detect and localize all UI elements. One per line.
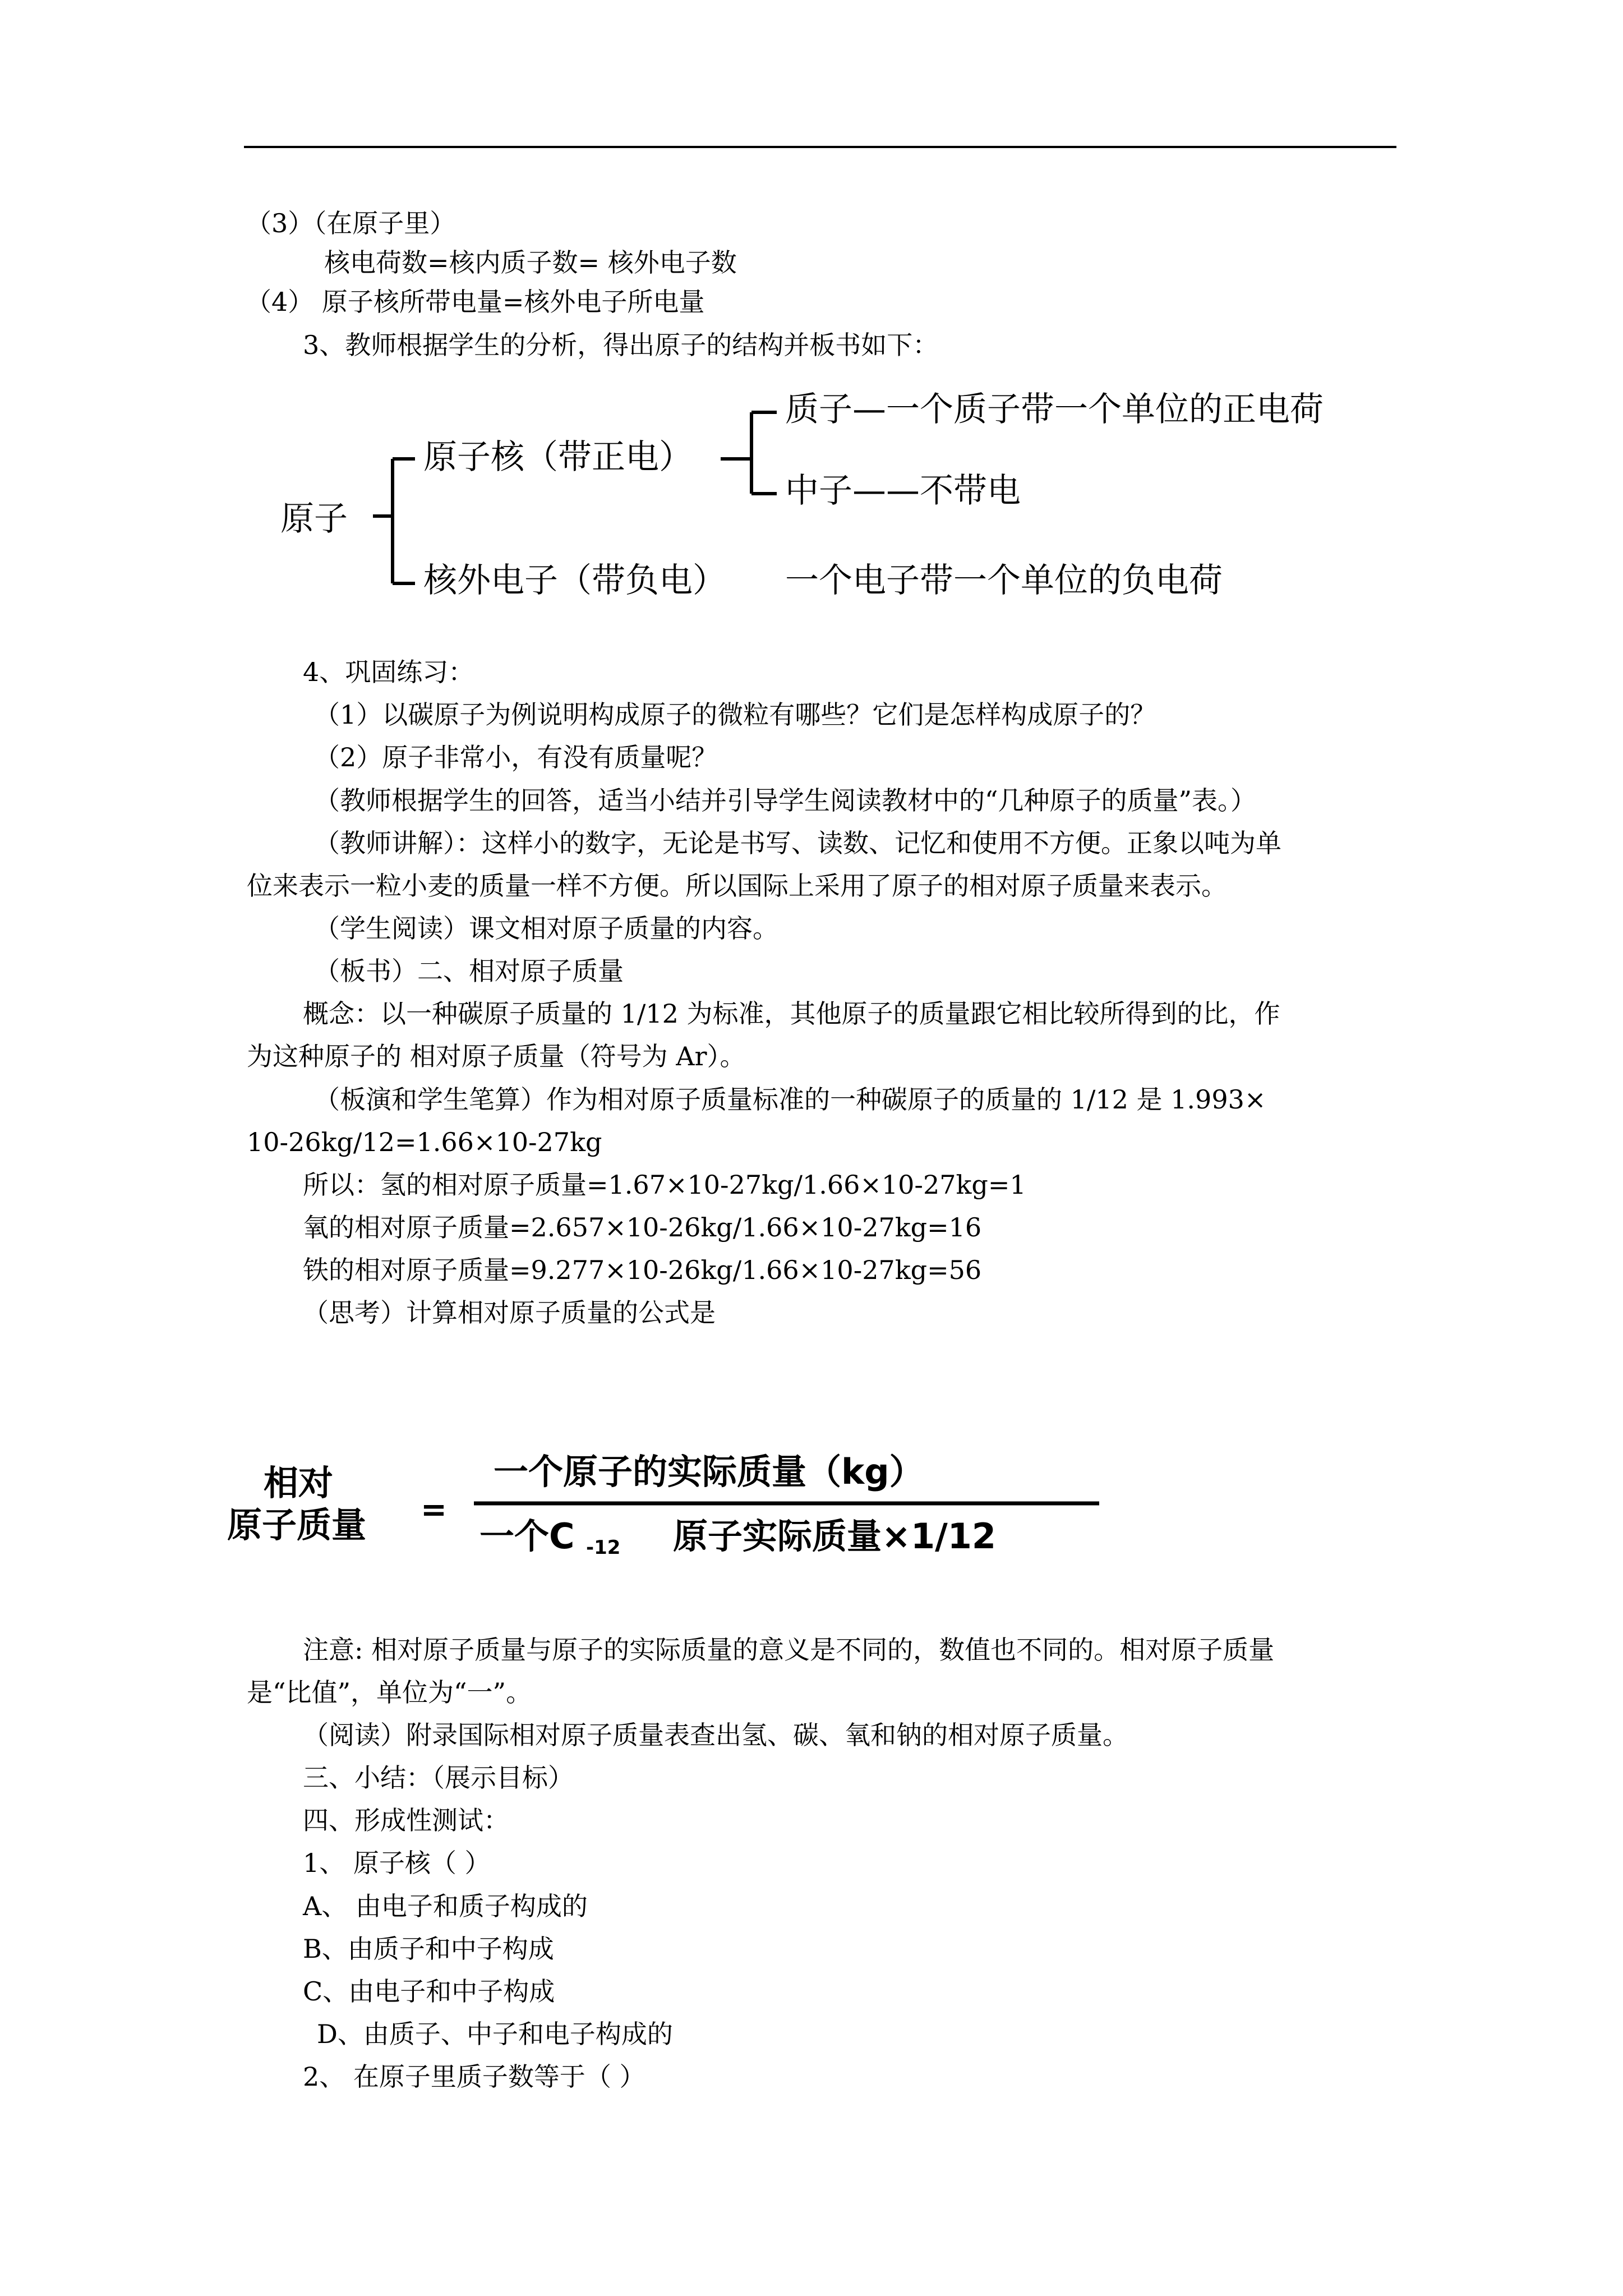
text-line: （教师根据学生的回答，适当小结并引导学生阅读教材中的“几种原子的质量”表。） <box>314 785 1257 816</box>
formula-equals: = <box>421 1492 447 1528</box>
text-line: 三、小结：（展示目标） <box>303 1763 574 1793</box>
text-line: 1、 原子核（ ） <box>303 1848 491 1878</box>
formula-numerator: 一个原子的实际质量（kg） <box>494 1451 924 1492</box>
text-line: （学生阅读）课文相对原子质量的内容。 <box>314 913 778 944</box>
text-line: B、由质子和中子构成 <box>303 1934 554 1964</box>
diagram-neutron: 中子——不带电 <box>785 471 1021 510</box>
formula-denominator-pre: 一个C <box>479 1516 575 1557</box>
text-line: 3、教师根据学生的分析，得出原子的结构并板书如下： <box>303 330 939 360</box>
text-line: （板书）二、相对原子质量 <box>314 956 624 986</box>
text-line: （板演和学生笔算）作为相对原子质量标准的一种碳原子的质量的 1/12 是 1.993× <box>314 1084 1266 1115</box>
formula-lhs-line1: 相对 <box>264 1462 334 1503</box>
formula-denominator-sub: -12 <box>586 1536 621 1559</box>
diagram-electron: 核外电子（带负电） <box>423 561 726 600</box>
text-line: （教师讲解）：这样小的数字，无论是书写、读数、记忆和使用不方便。正象以吨为单 <box>314 828 1281 858</box>
text-line: A、 由电子和质子构成的 <box>303 1891 588 1921</box>
text-line: （思考）计算相对原子质量的公式是 <box>303 1297 716 1328</box>
diagram-proton: 质子—一个质子带一个单位的正电荷 <box>785 390 1324 429</box>
diagram-nucleus: 原子核（带正电） <box>423 438 693 477</box>
text-line: （1）以碳原子为例说明构成原子的微粒有哪些？它们是怎样构成原子的？ <box>314 700 1156 730</box>
text-line: 位来表示一粒小麦的质量一样不方便。所以国际上采用了原子的相对原子质量来表示。 <box>247 871 1227 901</box>
text-line: 2、 在原子里质子数等于（ ） <box>303 2062 645 2092</box>
text-line: 核电荷数=核内质子数= 核外电子数 <box>324 247 737 278</box>
formula-lhs-line2: 原子质量 <box>227 1504 367 1545</box>
text-line: 概念：以一种碳原子质量的 1/12 为标准，其他原子的质量跟它相比较所得到的比，作 <box>303 999 1280 1029</box>
text-line: 10-26kg/12=1.66×10-27kg <box>247 1127 602 1157</box>
text-line: 为这种原子的 相对原子质量（符号为 Ar）。 <box>247 1041 746 1071</box>
diagram-electron-desc: 一个电子带一个单位的负电荷 <box>785 561 1223 600</box>
text-line: （4） 原子核所带电量=核外电子所电量 <box>246 287 705 317</box>
text-line: 铁的相对原子质量=9.277×10-26kg/1.66×10-27kg=56 <box>303 1255 982 1285</box>
diagram-root: 原子 <box>280 499 348 539</box>
text-line: D、由质子、中子和电子构成的 <box>317 2019 673 2049</box>
relative-atomic-mass-formula <box>0 1436 1623 1582</box>
text-line: 所以：氢的相对原子质量=1.67×10-27kg/1.66×10-27kg=1 <box>303 1170 1026 1200</box>
text-line: C、由电子和中子构成 <box>303 1976 555 2007</box>
text-line: 4、巩固练习： <box>303 657 474 687</box>
text-line: 注意: 相对原子质量与原子的实际质量的意义是不同的，数值也不同的。相对原子质量 <box>303 1635 1275 1665</box>
text-line: 氧的相对原子质量=2.657×10-26kg/1.66×10-27kg=16 <box>303 1212 982 1243</box>
text-line: 四、形成性测试： <box>303 1805 509 1835</box>
atom-structure-diagram <box>0 0 1623 617</box>
text-line: （3）（在原子里） <box>246 208 456 238</box>
formula-denominator-post: 原子实际质量×1/12 <box>673 1516 997 1557</box>
text-line: 是“比值”，单位为“一”。 <box>247 1677 532 1708</box>
text-line: （阅读）附录国际相对原子质量表查出氢、碳、氧和钠的相对原子质量。 <box>303 1720 1128 1750</box>
text-line: （2）原子非常小，有没有质量呢？ <box>314 742 718 772</box>
